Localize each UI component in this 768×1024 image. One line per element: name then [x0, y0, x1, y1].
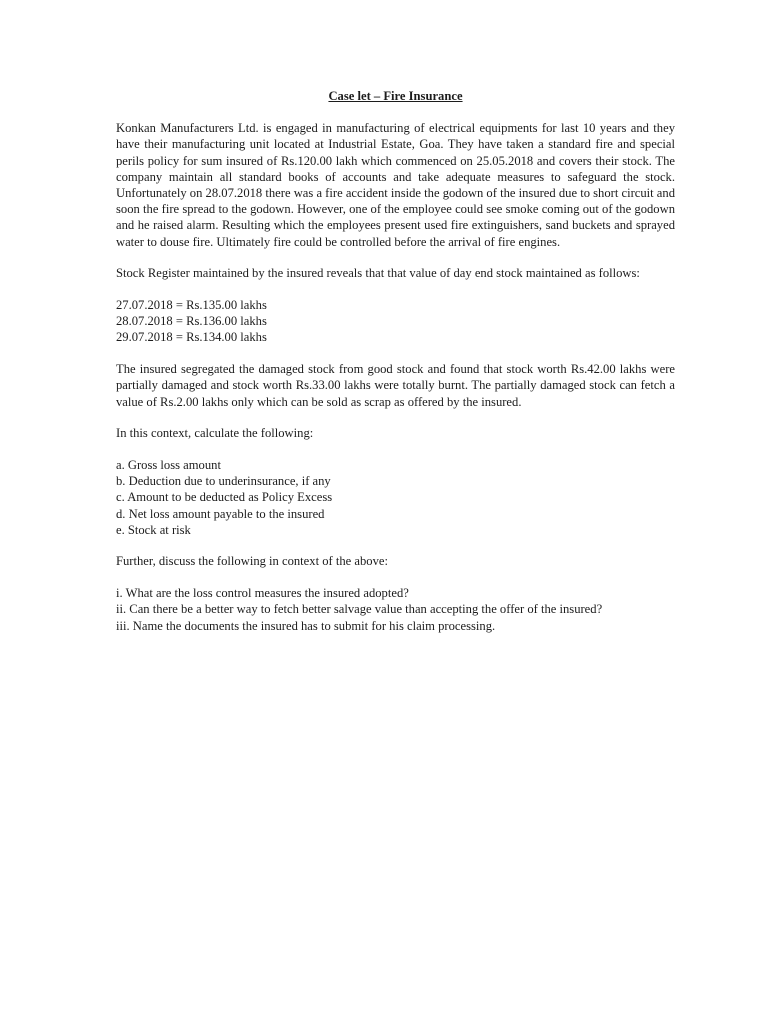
calculation-item: b. Deduction due to underinsurance, if any	[116, 474, 331, 489]
discussion-list	[116, 585, 675, 634]
stock-value-line: 28.07.2018 = Rs.136.00 lakhs	[116, 314, 267, 329]
discussion-item: i. What are the loss control measures the insured adopted?	[116, 586, 409, 601]
calculation-list	[116, 457, 675, 538]
calculation-item: c. Amount to be deducted as Policy Excess	[116, 490, 333, 505]
calculation-item: a. Gross loss amount	[116, 457, 221, 472]
stock-values-list	[116, 297, 675, 346]
document-title: Case let – Fire Insurance	[328, 89, 463, 103]
damage-paragraph: The insured segregated the damaged stock from good stock and found that stock worth Rs.42.00 lakhs were partially damaged and stock worth Rs.33.00 lakhs were totally burnt. The partially damaged stock can fetch a value of Rs.2.00 lakhs only which can be sold as scrap as offered by the insured.	[116, 362, 675, 409]
calculation-item: d. Net loss amount payable to the insured	[116, 506, 325, 521]
stock-value-line: 27.07.2018 = Rs.135.00 lakhs	[116, 298, 267, 313]
document-page	[116, 88, 675, 649]
discussion-item: ii. Can there be a better way to fetch better salvage value than accepting the offer of the insured?	[116, 602, 603, 617]
calculation-item: e. Stock at risk	[116, 522, 191, 537]
discussion-intro: Further, discuss the following in context of the above:	[116, 554, 388, 569]
discussion-item: iii. Name the documents the insured has to submit for his claim processing.	[116, 618, 496, 633]
calculation-intro: In this context, calculate the following:	[116, 426, 314, 441]
stock-value-line: 29.07.2018 = Rs.134.00 lakhs	[116, 330, 267, 345]
intro-paragraph: Konkan Manufacturers Ltd. is engaged in manufacturing of electrical equipments for last 10 years and they have their manufacturing unit located at Industrial Estate, Goa. They have taken a standard fire and special perils policy for sum insured of Rs.120.00 lakh which commenced on 25.05.2018 and covers their stock. The company maintain all standard books of accounts and take adequate measures to safeguard the stock. Unfortunately on 28.07.2018 there was a fire accident inside the godown of the insured due to short circuit and soon the fire spread to the godown. However, one of the employee could see smoke coming out of the godown and he raised alarm. Resulting which the employees present used fire extinguishers, sand buckets and sprayed water to douse fire. Ultimately fire could be controlled before the arrival of fire engines.	[116, 121, 675, 249]
stock-register-paragraph: Stock Register maintained by the insured reveals that that value of day end stock maintained as follows:	[116, 266, 640, 281]
